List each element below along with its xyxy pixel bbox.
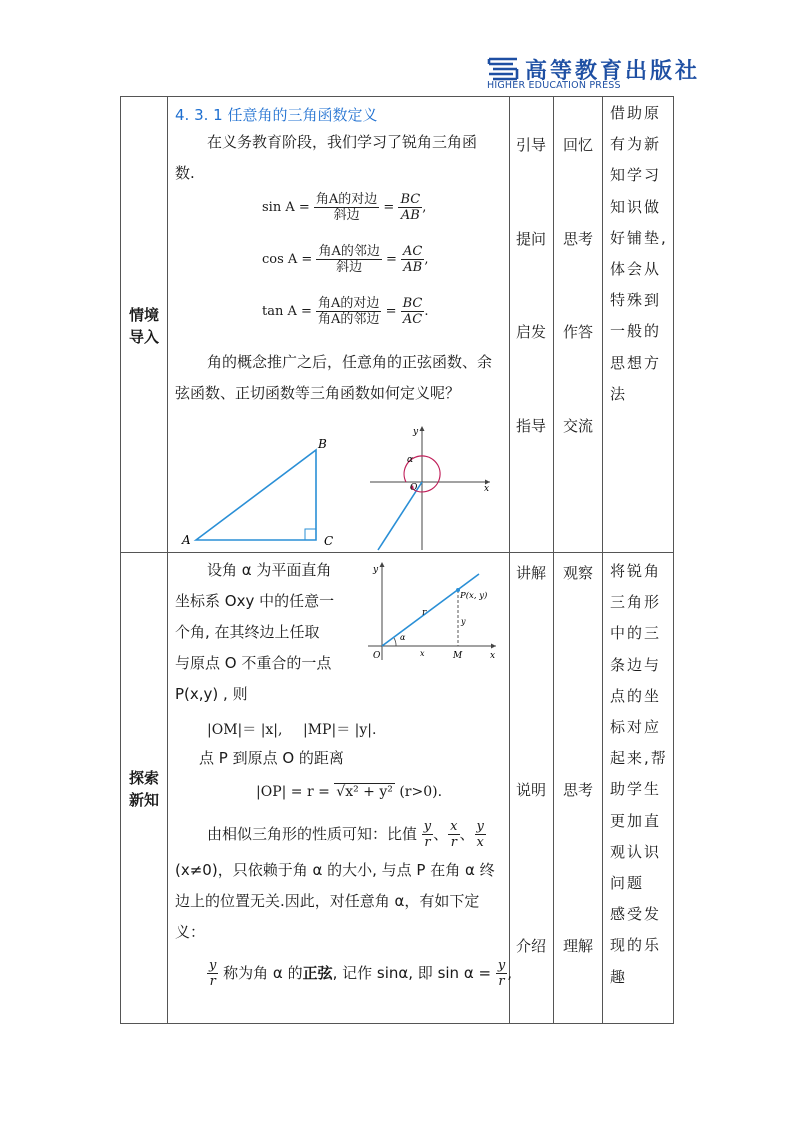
student-act-observe: 观察	[563, 564, 594, 582]
design-intent-2: 将锐角 三角形 中的三 条边与 点的坐 标对应 起来,帮 助学生 更加直 观认识 问题 感受发 现的乐 趣	[610, 562, 668, 986]
intro-line-2: 数.	[175, 164, 195, 182]
section-title: 4. 3. 1 任意角的三角函数定义	[175, 106, 378, 124]
similar-text: 由相似三角形的性质可知：比值 $\frac{y}{r}$ 、 $\frac{x}{r}$ 、 $\frac{y}{x}$	[207, 819, 484, 850]
label-b: B	[318, 437, 327, 451]
svg-text:x: x	[420, 649, 425, 658]
explore-line-1: 设角 α 为平面直角	[207, 561, 332, 579]
abs-equation-om: |OM|＝ |x|,	[207, 722, 283, 738]
teacher-act-describe: 说明	[516, 781, 547, 799]
svg-text:M: M	[453, 651, 463, 661]
svg-text:r: r	[422, 608, 427, 618]
distance-text: 点 P 到原点 O 的距离	[199, 749, 344, 767]
right-triangle-diagram	[176, 432, 346, 550]
student-act-recall: 回忆	[563, 136, 594, 154]
explore-line-5: P(x,y) , 则	[175, 685, 248, 703]
publisher-english: HIGHER EDUCATION PRESS	[487, 80, 621, 91]
col-divider-1	[167, 96, 168, 1024]
sine-definition: $\frac{y}{r}$ 称为角 α 的正弦, 记作 sinα, 即 sin α = $\frac{y}{r}$ ,	[209, 958, 512, 989]
formula-tan: tan A = $\frac{\text{角A的对边}}{\text{角A的邻边}}$ = $\frac{BC}{AC}$ .	[262, 296, 429, 327]
abs-equation-mp: |MP|＝ |y|.	[303, 722, 377, 738]
distance-formula: |OP| = r = √x² + y² (r>0).	[256, 784, 443, 800]
terminal-ray	[382, 574, 479, 646]
teacher-act-introduce: 介绍	[516, 937, 547, 955]
col-divider-4	[602, 96, 603, 1024]
col-divider-3	[553, 96, 554, 1024]
col-divider-2	[509, 96, 510, 1024]
teacher-act-ask: 提问	[516, 230, 547, 248]
condition-line: (x≠0)，只依赖于角 α 的大小, 与点 P 在角 α 终	[175, 861, 495, 879]
table-left-border	[120, 96, 121, 1024]
formula-cos: cos A = $\frac{\text{角A的邻边}}{\text{斜边}}$ = $\frac{AC}{AB}$ ,	[262, 244, 429, 275]
formula-sin: sin A = $\frac{\text{角A的对边}}{\text{斜边}}$ = $\frac{BC}{AB}$ ,	[262, 192, 427, 223]
explore-line-2: 坐标系 Oxy 中的任意一	[175, 592, 335, 610]
label-a: A	[182, 533, 191, 547]
question-line-2: 弦函数、正切函数等三角函数如何定义呢？	[175, 384, 461, 402]
student-act-answer: 作答	[563, 323, 594, 341]
intro-line-1: 在义务教育阶段，我们学习了锐角三角函	[207, 133, 478, 151]
teacher-act-guide: 引导	[516, 136, 547, 154]
svg-text:x: x	[490, 651, 496, 661]
student-act-exchange: 交流	[563, 417, 594, 435]
explore-line-3: 个角, 在其终边上任取	[175, 623, 320, 641]
teacher-act-explain: 讲解	[516, 564, 547, 582]
svg-text:P(x, y): P(x, y)	[460, 591, 488, 601]
svg-text:α: α	[407, 455, 414, 465]
publisher-name: 高等教育出版社	[525, 58, 701, 84]
stage-label-intro: 情境 导入	[128, 306, 159, 346]
definition-line: 义：	[175, 923, 206, 941]
explore-line-4: 与原点 O 不重合的一点	[175, 654, 332, 672]
label-c: C	[324, 534, 334, 548]
publisher-emblem-icon	[487, 55, 521, 81]
teacher-act-inspire: 启发	[516, 323, 547, 341]
table-bottom-border	[120, 1023, 674, 1024]
triangle-shape	[196, 450, 316, 540]
svg-text:y: y	[461, 617, 466, 626]
svg-text:y: y	[373, 565, 379, 575]
position-line: 边上的位置无关.因此，对任意角 α，有如下定	[175, 892, 480, 910]
student-act-understand: 理解	[563, 937, 594, 955]
coordinate-diagram	[364, 560, 500, 664]
student-act-think-2: 思考	[563, 781, 594, 799]
svg-text:x: x	[484, 484, 490, 494]
row-divider	[120, 552, 674, 553]
question-line-1: 角的概念推广之后，任意角的正弦函数、余	[207, 353, 493, 371]
teacher-act-direct: 指导	[516, 417, 547, 435]
stage-label-explore: 探索 新知	[128, 769, 159, 809]
student-act-think: 思考	[563, 230, 594, 248]
table-right-border	[673, 96, 674, 1024]
design-intent-1: 借助原 有为新 知学习 知识做 好铺垫, 体会从 特殊到 一般的 思想方 法	[610, 104, 668, 403]
table-top-border	[120, 96, 674, 97]
svg-text:α: α	[400, 633, 406, 642]
axis-angle-diagram	[368, 422, 498, 552]
svg-text:O: O	[410, 483, 418, 493]
right-angle-mark	[305, 529, 316, 540]
svg-text:y: y	[413, 427, 419, 437]
publisher-logo	[487, 52, 701, 94]
svg-text:O: O	[373, 651, 381, 661]
